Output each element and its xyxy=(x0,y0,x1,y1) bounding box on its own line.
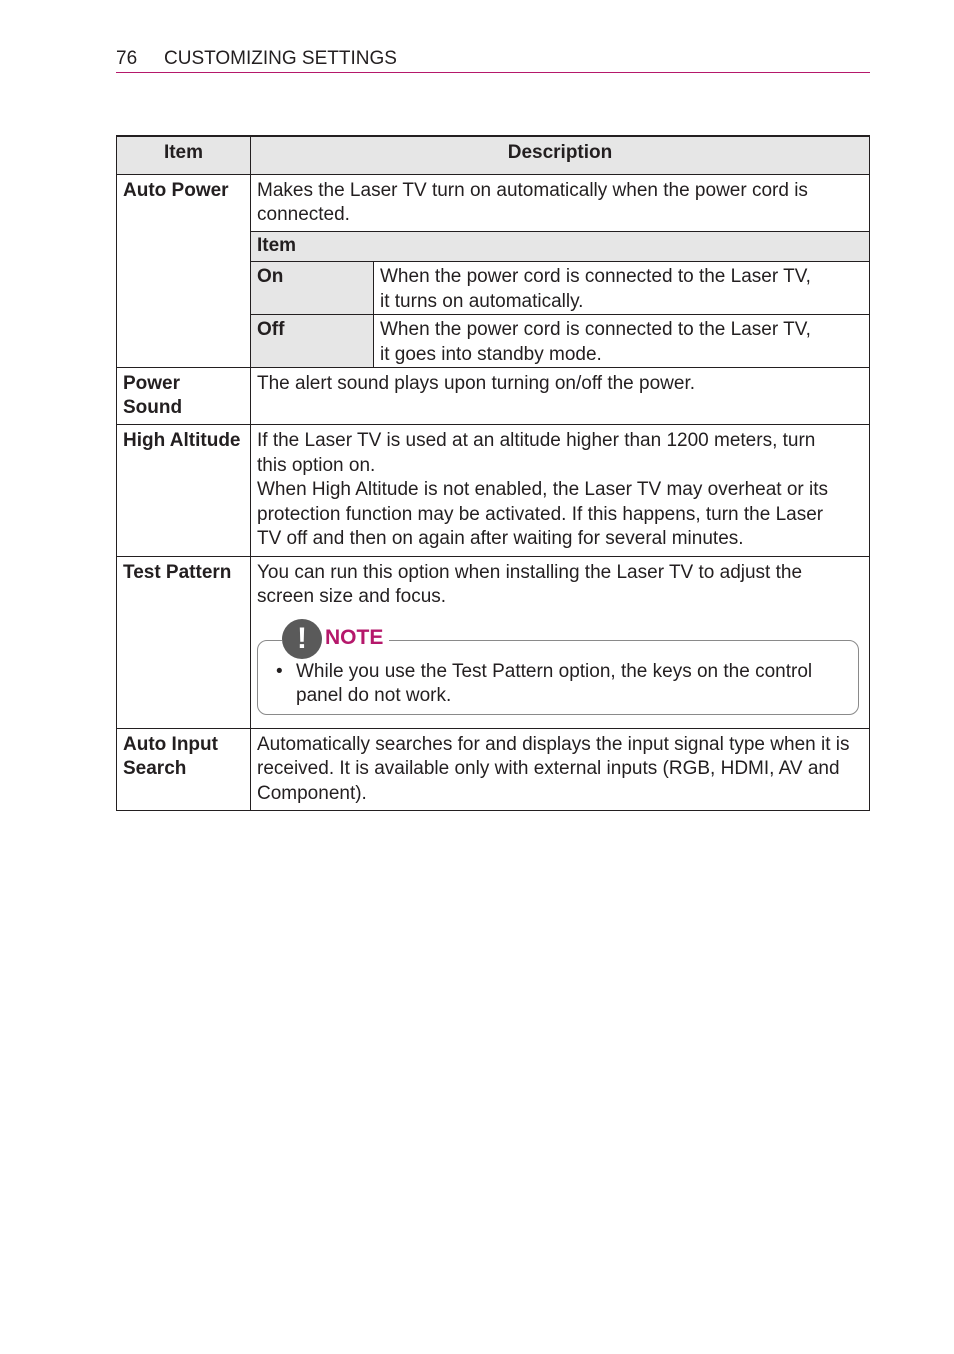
description-line: When the power cord is connected to the Laser TV, xyxy=(380,266,811,287)
section-title: CUSTOMIZING SETTINGS xyxy=(164,48,397,69)
note-label: NOTE xyxy=(325,626,384,650)
option-on-description xyxy=(374,262,869,314)
description-line: Automatically searches for and displays the input signal type when it is xyxy=(257,733,850,755)
description-line: screen size and focus. xyxy=(257,586,447,607)
table-row-auto-power xyxy=(116,175,870,369)
bullet-icon: • xyxy=(276,660,283,682)
sub-table-row-on xyxy=(251,261,869,314)
description-high-altitude xyxy=(251,425,869,556)
page-number: 76 xyxy=(116,48,138,69)
description-line: When the power cord is connected to the Laser TV, xyxy=(380,319,811,340)
table-header-row xyxy=(116,135,870,175)
table-row-power-sound xyxy=(116,368,870,425)
settings-table xyxy=(116,135,870,811)
note-heading xyxy=(282,619,389,659)
exclamation-icon: ! xyxy=(282,619,322,659)
description-line: When High Altitude is not enabled, the Laser TV may overheat or its xyxy=(257,479,829,500)
item-line: Search xyxy=(123,757,187,779)
item-test-pattern: Test Pattern xyxy=(117,557,251,728)
description-auto-input-search xyxy=(251,729,869,811)
note-line: While you use the Test Pattern option, the keys on the control xyxy=(296,660,813,682)
table-row-test-pattern xyxy=(116,557,870,729)
table-row-high-altitude xyxy=(116,425,870,557)
item-line: Power xyxy=(123,373,181,394)
description-line: Makes the Laser TV turn on automatically when the power cord is xyxy=(257,179,808,201)
table-row-auto-input-search xyxy=(116,729,870,812)
sub-table-header-item: Item xyxy=(251,231,869,262)
note-line: panel do not work. xyxy=(296,685,452,706)
description-line: it goes into standby mode. xyxy=(380,343,602,365)
item-power-sound xyxy=(117,368,251,424)
option-on-label: On xyxy=(251,262,374,314)
description-test-pattern xyxy=(251,557,869,728)
option-off-label: Off xyxy=(251,315,374,367)
sub-table-row-off xyxy=(251,314,869,367)
description-line: it turns on automatically. xyxy=(380,290,584,312)
description-line: received. It is available only with external inputs (RGB, HDMI, AV and xyxy=(257,758,840,779)
description-line: You can run this option when installing the Laser TV to adjust the xyxy=(257,561,803,583)
note-box xyxy=(257,621,859,715)
column-header-description: Description xyxy=(507,142,613,163)
description-auto-power xyxy=(251,175,869,368)
description-line: If the Laser TV is used at an altitude higher than 1200 meters, turn xyxy=(257,430,816,451)
item-auto-input-search xyxy=(117,729,251,811)
description-line: TV off and then on again after waiting for several minutes. xyxy=(257,528,744,549)
description-power-sound: The alert sound plays upon turning on/off the power. xyxy=(257,373,696,394)
item-high-altitude: High Altitude xyxy=(117,425,251,556)
description-line: connected. xyxy=(257,204,350,225)
item-auto-power: Auto Power xyxy=(117,175,251,368)
item-line: Sound xyxy=(123,397,183,418)
option-off-description xyxy=(374,315,869,367)
description-line: Component). xyxy=(257,782,367,804)
item-line: Auto Input xyxy=(123,733,218,755)
column-header-item: Item xyxy=(117,137,251,174)
page-header xyxy=(116,47,870,73)
description-line: protection function may be activated. If this happens, turn the Laser xyxy=(257,503,824,525)
description-line: this option on. xyxy=(257,454,376,476)
